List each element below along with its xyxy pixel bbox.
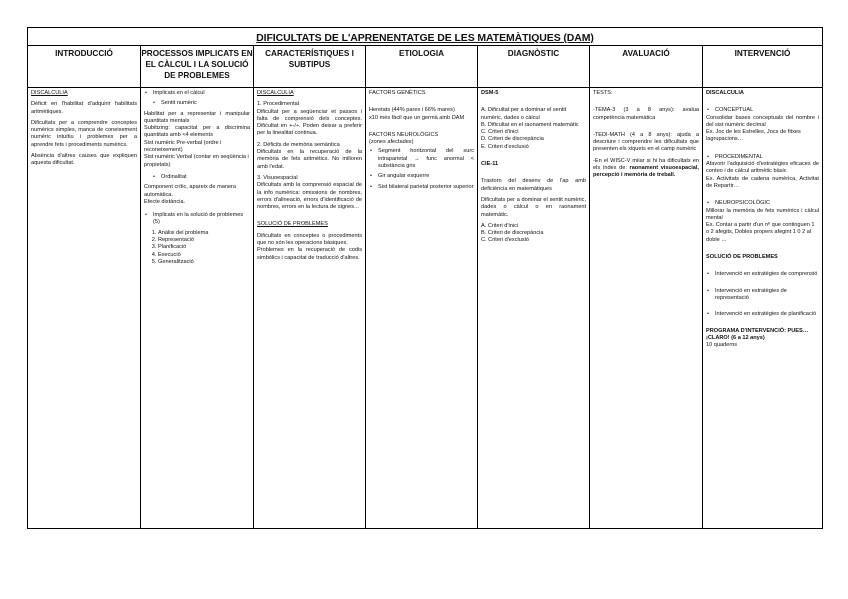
column-etiologia bbox=[366, 45, 478, 528]
header-caracteristiques: CARACTERÍSTIQUES I SUBTIPUS bbox=[254, 45, 365, 88]
interv-h3b: 10 quaderns bbox=[706, 342, 738, 349]
etio-h2b: (zones afectades) bbox=[369, 139, 414, 146]
page-title: DIFICULTATS DE L'APRENENTATGE DE LES MATEMÀTIQUES (DAM) bbox=[256, 32, 594, 44]
intro-p2: Dificultats per a comprendre conceptes numèrics simples, manca de coneixement numèric intuïtiu i problemes per a aprendre fets i procediments numèrics. bbox=[31, 119, 137, 148]
processos-p3: Sist numèric Pre-verbal (ordre i reconeixement) bbox=[144, 139, 222, 154]
header-etiologia: ETIOLOGIA bbox=[366, 45, 477, 88]
step-item: 1. Anàlisi del problema bbox=[158, 230, 250, 237]
interv-c2-text: Afavorir l'adquisició d'estratègies eficaces de conteo i de càlcul aritmètic bàsic bbox=[706, 161, 819, 175]
body-avaluacio bbox=[590, 88, 702, 528]
carac-i2-title: 2. Dèficits de memòria semàntica bbox=[257, 141, 340, 148]
interv-c3-text: Millorar la memòria de fets numèrics i càlcul mental bbox=[706, 207, 819, 221]
processos-sub-sentit: • Sentit numèric bbox=[152, 100, 250, 107]
diag-e: E. Criteri d'exclusió bbox=[481, 143, 529, 150]
document-table bbox=[27, 27, 823, 529]
etio-p1: Heretats (44% pares i 66% mares) bbox=[369, 107, 455, 114]
body-caracteristiques bbox=[254, 88, 365, 528]
diag-b: B. Dificultat en el raonament matemàtic bbox=[481, 121, 579, 128]
carac-sp-title: SOLUCIÓ DE PROBLEMES bbox=[257, 221, 328, 228]
processos-bullet-calcul: • Implicats en el càlcul bbox=[144, 90, 250, 97]
aval-h1: TESTS: bbox=[593, 90, 613, 96]
header-intervencio: INTERVENCIÓ bbox=[703, 45, 822, 88]
column-caracteristiques bbox=[254, 45, 366, 528]
etio-h2: FACTORS NEUROLÒGICS bbox=[369, 131, 439, 138]
etio-p2: x10 més fàcil que un germà amb DAM bbox=[369, 114, 465, 121]
carac-i1-text: Dificultat per a seqüenciar et passos i falta de comprensió dels conceptes. Dificultat en +-/÷. Poden deixar a preferir per la linealitat continua. bbox=[257, 108, 362, 137]
processos-p2: Subitizing: capacitat per a discrimina quantitats amb <4 elements bbox=[144, 125, 250, 139]
aval-t3 bbox=[593, 158, 699, 180]
column-intervencio bbox=[703, 45, 822, 528]
title-row bbox=[28, 28, 822, 46]
body-etiologia bbox=[366, 88, 477, 528]
body-diagnostic bbox=[478, 88, 589, 528]
header-diagnostic: DIAGNÒSTIC bbox=[478, 45, 589, 88]
processos-steps-list bbox=[144, 230, 250, 266]
step-item: 4. Execució bbox=[158, 252, 250, 259]
interv-c2: • PROCEDIMENTAL bbox=[706, 154, 819, 161]
header-processos: PROCESSOS IMPLICATS EN EL CÀLCUL I LA SOLUCIÓ DE PROBLEMES bbox=[141, 45, 253, 88]
diag-t2: Dificultats per a dominar el sentit numèric, dades o càlcul o en raonament matemàtic. bbox=[481, 196, 586, 218]
header-avaluacio: AVALUACIÓ bbox=[590, 45, 702, 88]
carac-heading: DISCALCULIA bbox=[257, 90, 294, 96]
body-introduccio bbox=[28, 88, 140, 528]
processos-p4: Sist numèric Verbal (contar en seqüència i propietats) bbox=[144, 154, 249, 168]
carac-i2-text: Dificultats en la recuperació de la memòria de fets aritmètics. No milloren amb l'edat. bbox=[257, 149, 362, 170]
processos-sub-ordinalitat: • Ordinalitat bbox=[152, 174, 250, 181]
diag-a2: A. Criteri d'inici bbox=[481, 222, 519, 229]
diag-c2: C. Criteri d'exclusió bbox=[481, 237, 530, 244]
step-item: 2. Representació bbox=[158, 237, 250, 244]
header-introduccio: INTRODUCCIÓ bbox=[28, 45, 140, 88]
body-processos bbox=[141, 88, 253, 528]
processos-bullet-problemes: • Implicats en la solució de problemes (5) bbox=[144, 212, 250, 227]
carac-i1-title: 1. Procedimental bbox=[257, 101, 299, 108]
diag-h2: CIE-11 bbox=[481, 161, 499, 168]
aval-t1: -TEMA-3 (3 a 8 anys): avalua competència matemàtica bbox=[593, 107, 699, 121]
intro-heading: DISCALCULIA bbox=[31, 90, 68, 96]
column-processos bbox=[141, 45, 254, 528]
interv-s3: • Intervenció en estratègies de planificació bbox=[706, 311, 819, 318]
interv-s1: • Intervenció en estratègies de comprensió bbox=[706, 271, 819, 278]
interv-c1-text: Consolidar bases conceptuals del nombre i del sist numèric decimal bbox=[706, 114, 819, 128]
interv-s2: • Intervenció en estratègies de representació bbox=[706, 288, 819, 303]
etio-h1: FACTORS GENÈTICS bbox=[369, 90, 426, 96]
diag-d: D. Criteri de discrepància bbox=[481, 136, 544, 143]
carac-sp-p1: Dificultats en conceptes o procediments que no són les operacions bàsiques. bbox=[257, 232, 362, 247]
interv-c1: • CONCEPTUAL bbox=[706, 107, 819, 114]
diag-b2: B. Criteri de discrepància bbox=[481, 230, 544, 237]
interv-c2-ex: Ex. Activitats de cadena numèrica, Activitat de Repartir… bbox=[706, 175, 819, 189]
aval-t3-bold: raonament visuoespacial, percepció i memòria de treball. bbox=[593, 165, 699, 179]
processos-p5: Component crític, apareix de manera automàtica. bbox=[144, 184, 237, 198]
column-avaluacio bbox=[590, 45, 703, 528]
interv-c3-ex: Ex. Contar a partir d'un nº que continguen 1 o 2 afegits, Dobles propers afegint 1 0 2 al doble … bbox=[706, 222, 815, 243]
carac-i3-title: 3. Visuoespacial bbox=[257, 174, 298, 181]
diag-h1: DSM-5 bbox=[481, 90, 499, 96]
etio-bullet: • Segment horitzontal del surc intraparietal → func anormal < substància gris bbox=[369, 148, 474, 170]
carac-i3-text: Dificultats amb la comprensió espacial de la info numèrica: omissions de nombres, errors d'alineació, errors d'identificació de nombres, errors en la lectura de signes… bbox=[257, 182, 362, 211]
intro-p3: Absència d'altres causes que expliquen aquesta dificultat. bbox=[31, 153, 137, 167]
interv-h3: PROGRAMA D'INTERVENCIÓ: PUES… ¡CLARO! (6 a 12 anys) bbox=[706, 327, 809, 341]
step-item: 3. Planificació bbox=[158, 244, 250, 251]
carac-sp-p2: Problemes en la recuperació de codis simbòlics i capacitat de traducció d'altres. bbox=[257, 247, 362, 261]
column-diagnostic bbox=[478, 45, 590, 528]
diag-a: A. Dificultat per a dominar el sentit numèric, dades o càlcul bbox=[481, 107, 567, 121]
body-intervencio bbox=[703, 88, 822, 528]
diag-t1: Trastorn del desenv de l'ap amb deficiència en matemàtiques bbox=[481, 178, 586, 192]
column-introduccio bbox=[28, 45, 141, 528]
interv-c1-ex: Ex. Joc de les Estrelles, Jocs de fitxes lagrupacions… bbox=[706, 129, 801, 143]
interv-h1: DISCALCULIA bbox=[706, 90, 744, 96]
step-item: 5. Generalització bbox=[158, 259, 250, 266]
intro-p1: Dèficit en l'habilitat d'adquirir habilitats aritmètiques. bbox=[31, 101, 137, 115]
diag-c: C. Criteri d'inici bbox=[481, 129, 519, 136]
interv-h2: SOLUCIÓ DE PROBLEMES bbox=[706, 254, 778, 261]
processos-p6: Efecte distància. bbox=[144, 198, 186, 205]
aval-t3-text: -En el WISC-V miiar si hi ha dificultats en els índex de: bbox=[593, 157, 699, 172]
etio-bullet: • Gir angular esquerre bbox=[369, 173, 474, 180]
aval-t2: -TEDI-MATH (4 a 8 anys): ajuda a descriure i comprendre les dificultats que presenten els xiquets en el camp numèric bbox=[593, 131, 699, 153]
etio-bullet: • Sist bilateral parietal posterior superior bbox=[369, 184, 474, 191]
interv-c3: • NEUROPSICOLÒGIC bbox=[706, 200, 819, 207]
processos-p1: Habilitat per a representar i manipular quantitats mentals bbox=[144, 110, 250, 124]
